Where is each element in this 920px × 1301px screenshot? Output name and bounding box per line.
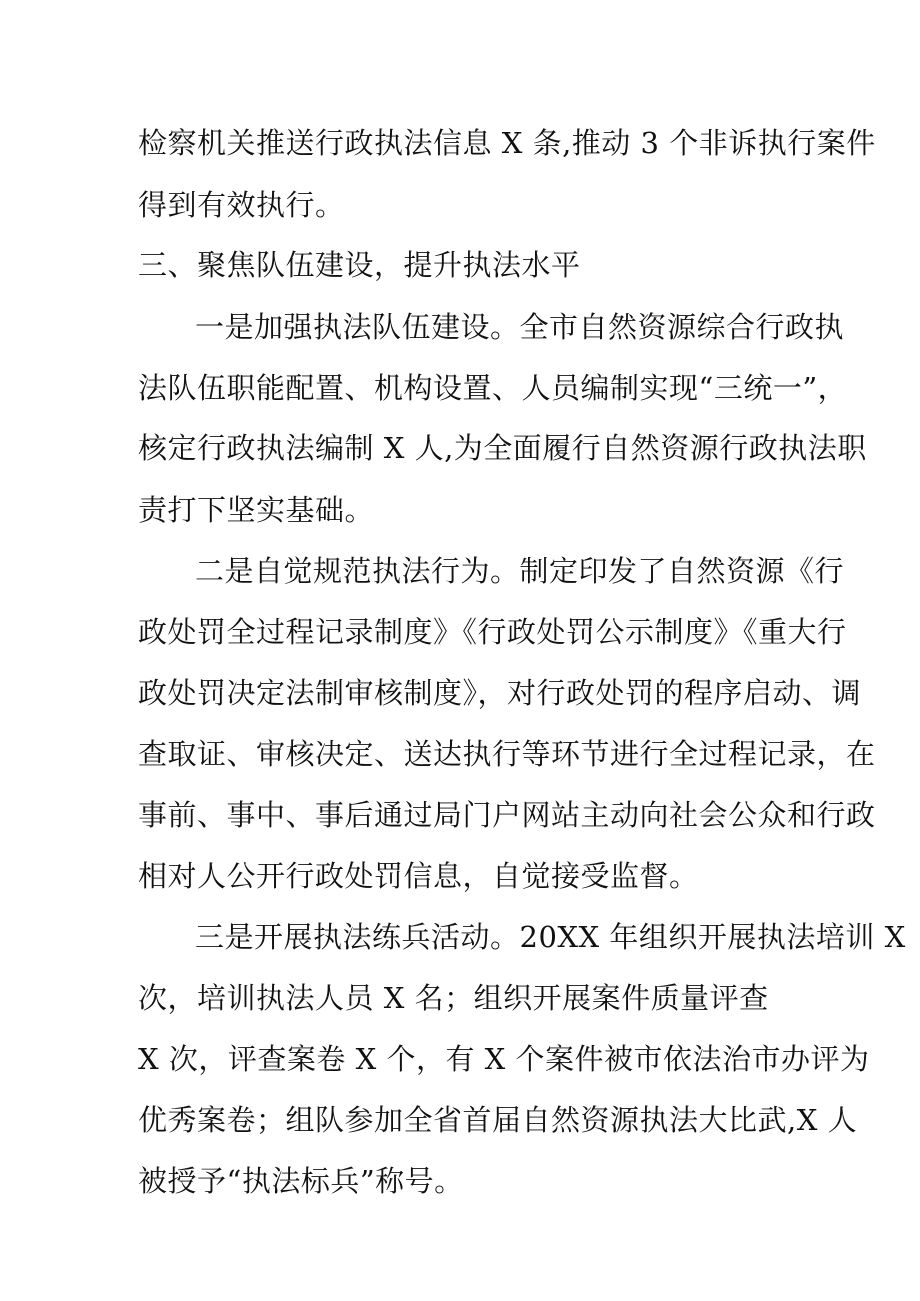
- text-line: 被授予“执法标兵”称号。: [138, 1164, 464, 1198]
- text-line: 责打下坚实基础。: [138, 493, 375, 527]
- text-line: 政处罚全过程记录制度》《行政处罚公示制度》《重大行: [138, 615, 847, 649]
- text-line: 事前、事中、事后通过局门户网站主动向社会公众和行政: [138, 798, 876, 832]
- text-line: 三是开展执法练兵活动。20XX 年组织开展执法培训 X: [195, 920, 906, 954]
- text-line: 优秀案卷；组队参加全省首届自然资源执法大比武,X 人: [138, 1103, 858, 1137]
- text-line: 核定行政执法编制 X 人,为全面履行自然资源行政执法职: [138, 431, 867, 465]
- section-heading: 三、聚焦队伍建设，提升执法水平: [138, 248, 581, 282]
- text-line: 查取证、审核决定、送达执行等环节进行全过程记录，在: [138, 737, 876, 771]
- text-line: 一是加强执法队伍建设。全市自然资源综合行政执: [195, 310, 845, 344]
- text-line: 相对人公开行政处罚信息，自觉接受监督。: [138, 859, 699, 893]
- text-line: 法队伍职能配置、机构设置、人员编制实现“三统一”，: [138, 371, 848, 405]
- text-line: X 次，评查案卷 X 个，有 X 个案件被市依法治市办评为: [138, 1042, 870, 1076]
- text-line: 政处罚决定法制审核制度》，对行政处罚的程序启动、调: [138, 676, 862, 710]
- text-line: 得到有效执行。: [138, 188, 345, 222]
- text-line: 次，培训执法人员 X 名；组织开展案件质量评查: [138, 981, 769, 1015]
- text-line: 二是自觉规范执法行为。制定印发了自然资源《行: [195, 554, 845, 588]
- text-line: 检察机关推送行政执法信息 X 条,推动 3 个非诉执行案件: [138, 126, 876, 160]
